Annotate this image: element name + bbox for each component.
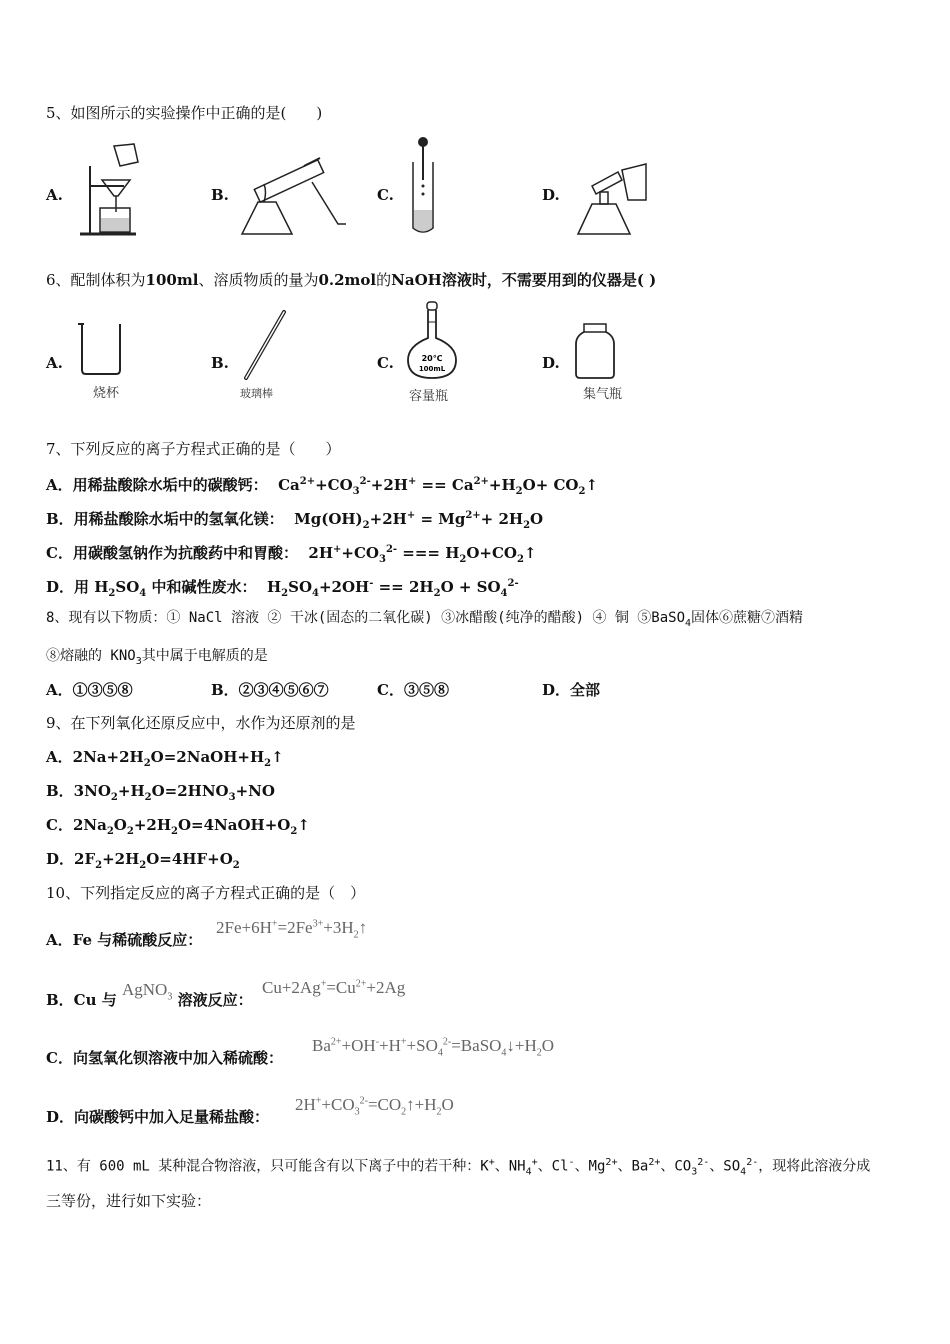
q11-stem-line1: 11、有 600 mL 某种混合物溶液，只可能含有以下离子中的若干种：K+、$NH_4^+$、Cl-、$Mg^{2+}$、$Ba^{2+}$、$CO_3^{2-}$、$SO_4^{2-}$，现将此溶液分成 [46,1157,871,1178]
q9-option-d: D．$2F_2+2H_2O=4HF+O_2$ [46,850,240,871]
q8-option-d: D．全部 [542,681,601,699]
q5-stem: 5、如图所示的实验操作中正确的是( ) [46,104,323,122]
q8-stem-line1: 8、现有以下物质：① NaCl 溶液 ② 干冰(固态的二氧化碳) ③冰醋酸(纯净的醋酸) ④ 铜 ⑤BaSO$_4$固体⑥蔗糖⑦酒精 [46,610,804,629]
q8-option-c: C．③⑤⑧ [377,681,449,699]
q9-option-a: A．$2Na+2H_2O=2NaOH+H_2↑$ [46,748,284,769]
q8-stem-line2: ⑧熔融的 $KNO_3$其中属于电解质的是 [46,648,268,667]
q7-option-b: B．用稀盐酸除水垢中的氢氧化镁： $Mg(OH)_2+2H^+ = Mg^{2+}+ 2H_2O$ [46,510,544,531]
funnel-filtration-figure [72,136,142,238]
q10-option-c-equation: $Ba^{2+}+OH^-+H^++SO_4^{2-}=BaSO_4↓+H_2O$ [312,1036,555,1059]
q8-option-a: A．①③⑤⑧ [46,681,133,699]
q7-option-d: D．用 $H_2SO_4$ 中和碱性废水： $H_2SO_4+2OH^- == 2H_2O + SO_4^{2-}$ [46,578,519,599]
q6-option-b: B. [211,354,229,372]
q9-option-b: B．$3NO_2+H_2O=2HNO_3+NO$ [46,782,275,803]
q10-option-a-label: A．Fe 与稀硫酸反应： [46,931,203,949]
q7-stem: 7、下列反应的离子方程式正确的是（ ） [46,440,341,458]
flask-label-volume: 100mL [418,365,446,373]
q5-option-d: D. [542,186,560,204]
heating-test-tube-figure [234,152,350,238]
q11-stem-line2: 三等份，进行如下实验： [46,1192,212,1210]
alcohol-lamp-figure [572,160,652,238]
q6-option-a: A. [46,354,63,372]
q5-option-a: A. [46,186,63,204]
caption-beaker: 烧杯 [93,386,120,401]
q5-option-c: C. [377,186,394,204]
q6-option-d: D. [542,354,560,372]
q9-option-c: C．$2Na_2O_2+2H_2O=4NaOH+O_2↑$ [46,816,310,837]
caption-gas-jar: 集气瓶 [583,387,623,402]
q10-option-a-equation: $2Fe+6H^+=2Fe^{3+}+3H_2↑$ [216,918,368,941]
q10-option-d-equation: $2H^++CO_3^{2-}=CO_2↑+H_2O$ [295,1095,454,1118]
q10-option-c-label: C．向氢氧化钡溶液中加入稀硫酸： [46,1049,283,1067]
q10-option-b-label: B．Cu 与 AgNO$_3$ 溶液反应： [46,980,253,1009]
gas-jar-icon [572,322,618,380]
beaker-icon [76,320,126,376]
glass-rod-icon [240,308,290,382]
q10-option-d-label: D．向碳酸钙中加入足量稀盐酸： [46,1108,270,1126]
q5-option-b: B. [211,186,229,204]
q7-option-a: A．用稀盐酸除水垢中的碳酸钙： $Ca^{2+}+CO_3^{2-}+2H^+ == Ca^{2+}+H_2O+$ $CO_2↑$ [46,476,599,497]
q6-stem: 6、配制体积为100ml、溶质物质的量为0.2mol的NaOH溶液时，不需要用到的仪器是( ) [46,271,657,289]
q9-stem: 9、在下列氧化还原反应中，水作为还原剂的是 [46,714,356,732]
flask-label-temp: 20℃ [421,354,443,363]
volumetric-flask-icon [404,300,460,382]
q10-option-b-equation: $Cu+2Ag^+=Cu^{2+}+2Ag$ [262,978,406,997]
dropper-test-tube-figure [405,136,441,238]
caption-volumetric-flask: 容量瓶 [409,389,449,404]
q10-stem: 10、下列指定反应的离子方程式正确的是（ ） [46,884,366,902]
q6-option-c: C. [377,354,394,372]
q8-option-b: B．②③④⑤⑥⑦ [211,681,329,699]
caption-glass-rod: 玻璃棒 [240,387,273,400]
q7-option-c: C．用碳酸氢钠作为抗酸药中和胃酸： $2H^++CO_3^{2-}$ === $H_2O+CO_2↑$ [46,544,537,565]
